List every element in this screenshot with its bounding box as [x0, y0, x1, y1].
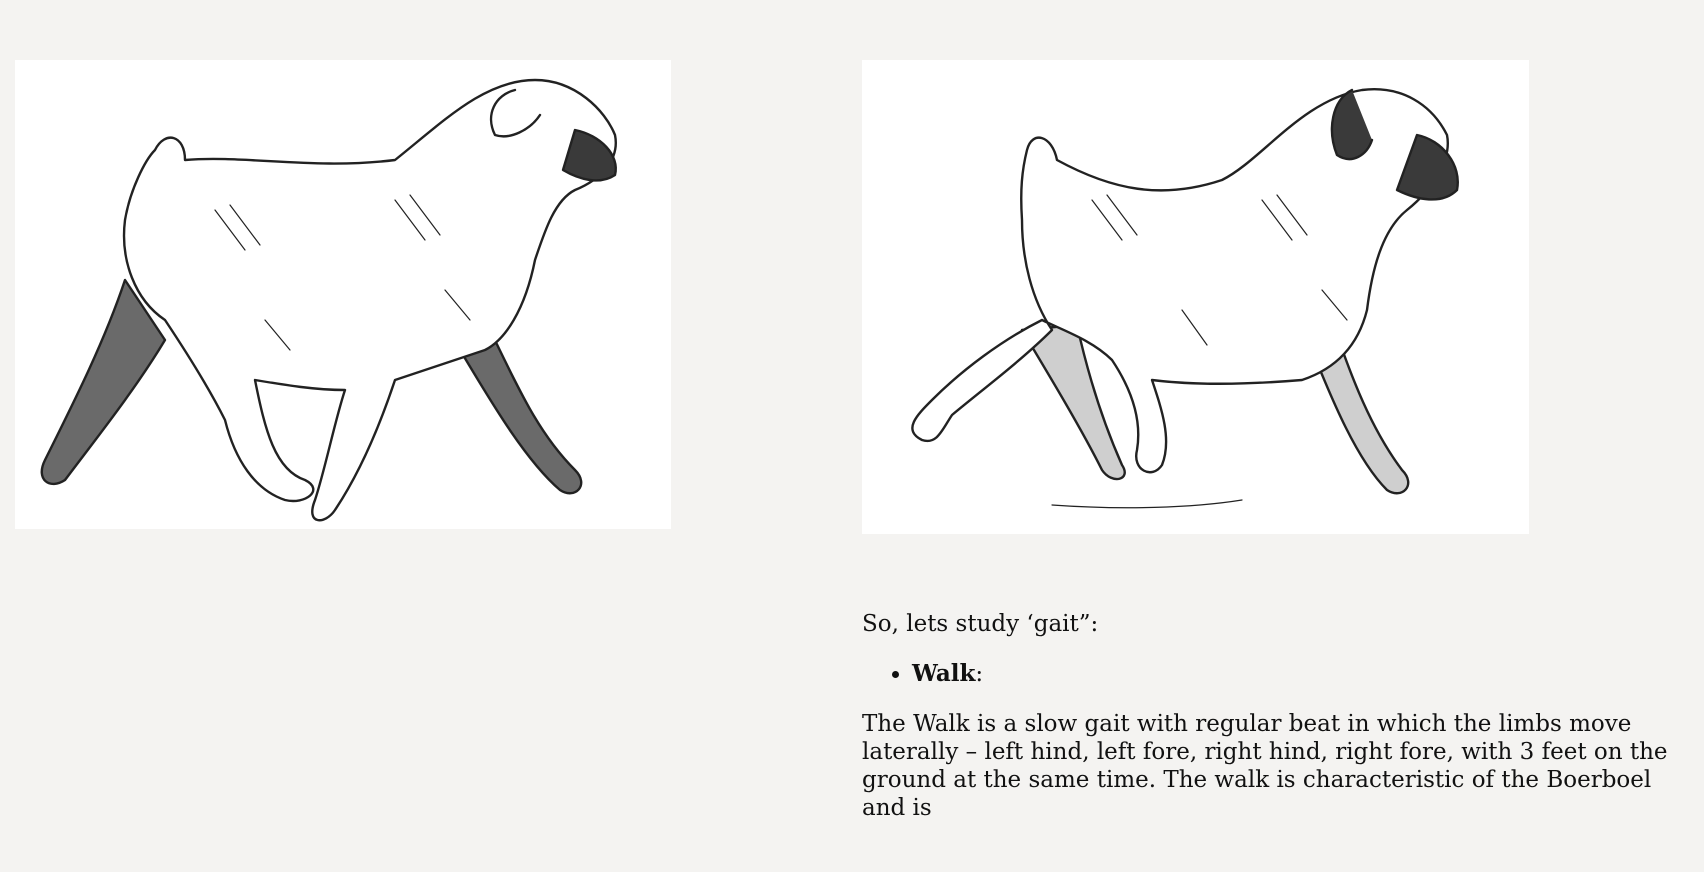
- walk-description: The Walk is a slow gait with regular beat in which the limbs move laterally – left hind, left fore, right hind, right fore, with 3 feet on the ground at the same time. The walk is characteristic of the Boerboel and is: [862, 711, 1668, 821]
- intro-line: So, lets study ‘gait”:: [862, 611, 1099, 637]
- bullet-suffix: :: [975, 661, 984, 687]
- dog-walk-figure-left: [15, 60, 671, 529]
- dog-walk-figure-right: [862, 60, 1529, 534]
- walking-dog-illustration-icon: [862, 60, 1529, 534]
- bullet-term: Walk: [912, 660, 976, 687]
- gait-list: [862, 660, 1682, 688]
- walking-dog-illustration-icon: [15, 60, 671, 529]
- list-item-walk: [912, 660, 1682, 688]
- article-text: [862, 610, 1682, 822]
